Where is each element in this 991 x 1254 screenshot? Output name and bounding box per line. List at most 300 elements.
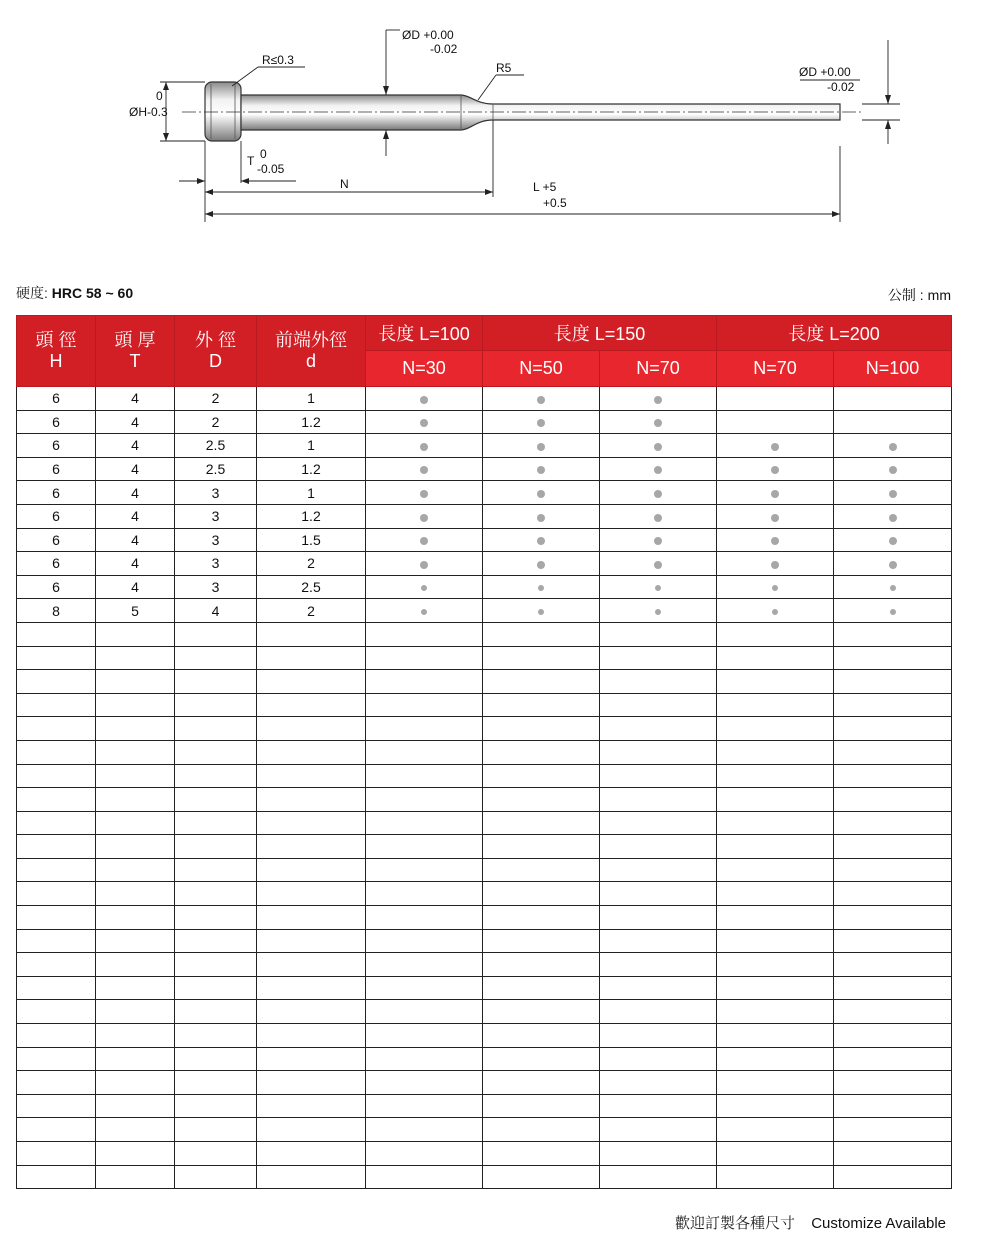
empty-cell: [600, 811, 717, 835]
empty-cell: [483, 906, 600, 930]
table-row-empty: [17, 882, 952, 906]
empty-cell: [366, 811, 483, 835]
head-thick-label: T: [247, 154, 255, 168]
empty-cell: [17, 1047, 96, 1071]
availability-cell: [717, 457, 834, 481]
empty-cell: [366, 1047, 483, 1071]
empty-cell: [175, 882, 257, 906]
table-row: [17, 599, 952, 623]
availability-cell: [600, 434, 717, 458]
table-row-empty: [17, 906, 952, 930]
availability-cell: [600, 410, 717, 434]
unit: [888, 285, 951, 305]
cell-d: 2.5: [175, 434, 257, 458]
availability-cell: [600, 599, 717, 623]
availability-dot: [420, 514, 428, 522]
header-head-thickness: 頭 厚 T: [96, 316, 175, 387]
availability-dot: [654, 443, 662, 451]
header-outer-dia: 外 徑 D: [175, 316, 257, 387]
table-row-empty: [17, 835, 952, 859]
header-n30: N=30: [366, 351, 483, 387]
cell-h: 6: [17, 481, 96, 505]
empty-cell: [175, 835, 257, 859]
empty-cell: [17, 1094, 96, 1118]
empty-cell: [366, 906, 483, 930]
empty-cell: [717, 976, 834, 1000]
empty-cell: [17, 1071, 96, 1095]
empty-cell: [175, 1000, 257, 1024]
availability-cell: [366, 599, 483, 623]
cell-d: 2.5: [175, 457, 257, 481]
empty-cell: [175, 670, 257, 694]
empty-cell: [96, 670, 175, 694]
spec-table: [16, 315, 952, 1189]
dia-d-label: ØD +0.00: [799, 65, 851, 79]
availability-cell: [366, 528, 483, 552]
empty-cell: [257, 835, 366, 859]
availability-cell: [366, 504, 483, 528]
availability-cell: [834, 552, 952, 576]
table-row-empty: [17, 1142, 952, 1166]
empty-cell: [17, 1118, 96, 1142]
empty-cell: [257, 788, 366, 812]
availability-cell: [834, 575, 952, 599]
spec-table-body: [17, 387, 952, 1189]
availability-dot: [889, 443, 897, 451]
empty-cell: [175, 1047, 257, 1071]
availability-dot: [537, 466, 545, 474]
empty-cell: [600, 882, 717, 906]
cell-d: 2: [175, 410, 257, 434]
availability-dot: [420, 466, 428, 474]
header-length-100: 長度 L=100: [366, 316, 483, 351]
table-row-empty: [17, 670, 952, 694]
empty-cell: [834, 882, 952, 906]
empty-cell: [17, 882, 96, 906]
availability-dot: [420, 537, 428, 545]
empty-cell: [600, 1165, 717, 1189]
availability-dot: [654, 396, 662, 404]
empty-cell: [96, 1000, 175, 1024]
empty-cell: [257, 670, 366, 694]
table-row: [17, 575, 952, 599]
empty-cell: [17, 835, 96, 859]
cell-d: 1.2: [257, 504, 366, 528]
empty-cell: [600, 1118, 717, 1142]
empty-cell: [175, 906, 257, 930]
cell-t: 4: [96, 410, 175, 434]
availability-cell: [717, 552, 834, 576]
empty-cell: [834, 764, 952, 788]
empty-cell: [483, 670, 600, 694]
availability-cell: [483, 528, 600, 552]
empty-cell: [483, 882, 600, 906]
empty-cell: [96, 1118, 175, 1142]
hardness: [16, 283, 133, 303]
table-row-empty: [17, 858, 952, 882]
empty-cell: [717, 835, 834, 859]
empty-cell: [717, 811, 834, 835]
cell-h: 6: [17, 387, 96, 411]
empty-cell: [17, 1165, 96, 1189]
empty-cell: [17, 670, 96, 694]
hardness-value: HRC 58 ~ 60: [51, 285, 134, 301]
unit-label: 公制 :: [887, 287, 924, 303]
table-row: [17, 434, 952, 458]
availability-dot: [771, 443, 779, 451]
footer-english: Customize Available: [811, 1215, 946, 1232]
empty-cell: [483, 788, 600, 812]
empty-cell: [175, 1094, 257, 1118]
empty-cell: [257, 646, 366, 670]
availability-cell: [600, 481, 717, 505]
empty-cell: [834, 693, 952, 717]
empty-cell: [96, 788, 175, 812]
empty-cell: [834, 1094, 952, 1118]
availability-cell: [717, 410, 834, 434]
empty-cell: [483, 646, 600, 670]
table-row-empty: [17, 646, 952, 670]
head-radius-label: R≤0.3: [262, 53, 294, 67]
empty-cell: [600, 764, 717, 788]
empty-cell: [96, 929, 175, 953]
cell-d: 2.5: [257, 575, 366, 599]
cell-d: 1: [257, 387, 366, 411]
cell-d: 1.2: [257, 457, 366, 481]
empty-cell: [17, 953, 96, 977]
empty-cell: [717, 764, 834, 788]
empty-cell: [366, 1165, 483, 1189]
header-n70-b: N=70: [717, 351, 834, 387]
availability-dot: [538, 609, 544, 615]
table-row-empty: [17, 1000, 952, 1024]
empty-cell: [257, 858, 366, 882]
empty-cell: [483, 1024, 600, 1048]
empty-cell: [834, 976, 952, 1000]
cell-t: 4: [96, 528, 175, 552]
empty-cell: [600, 906, 717, 930]
empty-cell: [600, 622, 717, 646]
cell-t: 4: [96, 504, 175, 528]
empty-cell: [175, 622, 257, 646]
empty-cell: [483, 740, 600, 764]
availability-cell: [483, 457, 600, 481]
cell-d: 3: [175, 528, 257, 552]
empty-cell: [96, 646, 175, 670]
availability-dot: [421, 609, 427, 615]
table-row-empty: [17, 1094, 952, 1118]
cell-d: 3: [175, 504, 257, 528]
availability-dot: [771, 466, 779, 474]
empty-cell: [96, 1071, 175, 1095]
cell-d: 3: [175, 552, 257, 576]
empty-cell: [483, 622, 600, 646]
empty-cell: [483, 835, 600, 859]
table-row: [17, 528, 952, 552]
availability-dot: [654, 466, 662, 474]
empty-cell: [96, 1165, 175, 1189]
cell-t: 5: [96, 599, 175, 623]
empty-cell: [366, 1024, 483, 1048]
empty-cell: [717, 717, 834, 741]
empty-cell: [600, 1047, 717, 1071]
empty-cell: [96, 764, 175, 788]
empty-cell: [483, 811, 600, 835]
availability-dot: [420, 443, 428, 451]
empty-cell: [175, 1142, 257, 1166]
availability-dot: [889, 514, 897, 522]
empty-cell: [600, 693, 717, 717]
empty-cell: [483, 1071, 600, 1095]
availability-cell: [717, 528, 834, 552]
table-row-empty: [17, 929, 952, 953]
empty-cell: [483, 1165, 600, 1189]
availability-dot: [771, 537, 779, 545]
empty-cell: [366, 764, 483, 788]
header-length-200: 長度 L=200: [717, 316, 952, 351]
hardness-label: 硬度:: [16, 285, 48, 301]
availability-cell: [483, 387, 600, 411]
cell-t: 4: [96, 481, 175, 505]
empty-cell: [366, 835, 483, 859]
table-row-empty: [17, 976, 952, 1000]
total-length-tolerance: +0.5: [543, 196, 567, 210]
empty-cell: [175, 693, 257, 717]
empty-cell: [175, 1118, 257, 1142]
pin-body: [182, 82, 862, 141]
head-thick-upper: 0: [260, 147, 267, 161]
empty-cell: [175, 1071, 257, 1095]
empty-cell: [717, 1024, 834, 1048]
empty-cell: [175, 788, 257, 812]
availability-cell: [600, 457, 717, 481]
empty-cell: [257, 882, 366, 906]
footer-chinese: 歡迎訂製各種尺寸: [675, 1215, 796, 1232]
empty-cell: [717, 1071, 834, 1095]
empty-cell: [834, 1071, 952, 1095]
empty-cell: [257, 1047, 366, 1071]
empty-cell: [717, 858, 834, 882]
cell-h: 6: [17, 552, 96, 576]
cell-h: 6: [17, 528, 96, 552]
availability-dot: [537, 514, 545, 522]
empty-cell: [17, 740, 96, 764]
availability-dot: [654, 514, 662, 522]
availability-cell: [483, 410, 600, 434]
empty-cell: [257, 693, 366, 717]
availability-cell: [834, 410, 952, 434]
empty-cell: [600, 929, 717, 953]
availability-dot: [889, 490, 897, 498]
availability-dot: [420, 419, 428, 427]
empty-cell: [175, 953, 257, 977]
availability-dot: [420, 396, 428, 404]
availability-dot: [890, 609, 896, 615]
availability-cell: [483, 434, 600, 458]
empty-cell: [834, 670, 952, 694]
empty-cell: [717, 1142, 834, 1166]
empty-cell: [17, 858, 96, 882]
dia-d-tolerance: -0.02: [827, 80, 855, 94]
availability-cell: [366, 410, 483, 434]
empty-cell: [257, 1024, 366, 1048]
table-row: [17, 387, 952, 411]
cell-d: 3: [175, 481, 257, 505]
availability-dot: [655, 609, 661, 615]
empty-cell: [366, 1142, 483, 1166]
header-n100: N=100: [834, 351, 952, 387]
empty-cell: [834, 1024, 952, 1048]
empty-cell: [257, 1000, 366, 1024]
availability-cell: [717, 387, 834, 411]
dia-D-label: ØD +0.00: [402, 28, 454, 42]
empty-cell: [17, 976, 96, 1000]
empty-cell: [175, 858, 257, 882]
empty-cell: [366, 976, 483, 1000]
empty-cell: [366, 953, 483, 977]
availability-cell: [717, 434, 834, 458]
empty-cell: [17, 811, 96, 835]
empty-cell: [175, 717, 257, 741]
spec-bar: [16, 283, 951, 303]
availability-cell: [834, 457, 952, 481]
availability-cell: [717, 504, 834, 528]
table-row-empty: [17, 717, 952, 741]
empty-cell: [257, 1071, 366, 1095]
availability-dot: [890, 585, 896, 591]
availability-dot: [771, 490, 779, 498]
empty-cell: [600, 953, 717, 977]
cell-d: 1.5: [257, 528, 366, 552]
table-row-empty: [17, 1118, 952, 1142]
empty-cell: [834, 1118, 952, 1142]
empty-cell: [717, 929, 834, 953]
availability-cell: [483, 575, 600, 599]
cell-d: 2: [257, 552, 366, 576]
empty-cell: [834, 740, 952, 764]
empty-cell: [366, 740, 483, 764]
empty-cell: [96, 882, 175, 906]
empty-cell: [96, 976, 175, 1000]
empty-cell: [600, 788, 717, 812]
availability-dot: [889, 466, 897, 474]
availability-dot: [537, 490, 545, 498]
cell-d: 3: [175, 575, 257, 599]
availability-cell: [600, 504, 717, 528]
table-row-empty: [17, 764, 952, 788]
availability-dot: [772, 585, 778, 591]
empty-cell: [600, 1142, 717, 1166]
table-row-empty: [17, 622, 952, 646]
empty-cell: [257, 764, 366, 788]
empty-cell: [483, 1118, 600, 1142]
availability-dot: [654, 490, 662, 498]
empty-cell: [96, 953, 175, 977]
empty-cell: [96, 693, 175, 717]
empty-cell: [366, 646, 483, 670]
cell-d: 1.2: [257, 410, 366, 434]
empty-cell: [257, 717, 366, 741]
empty-cell: [483, 1094, 600, 1118]
empty-cell: [17, 646, 96, 670]
empty-cell: [96, 1142, 175, 1166]
empty-cell: [834, 858, 952, 882]
empty-cell: [96, 835, 175, 859]
availability-cell: [366, 387, 483, 411]
empty-cell: [483, 1047, 600, 1071]
empty-cell: [483, 976, 600, 1000]
empty-cell: [257, 976, 366, 1000]
availability-cell: [366, 434, 483, 458]
cell-d: 2: [257, 599, 366, 623]
empty-cell: [366, 882, 483, 906]
availability-cell: [834, 528, 952, 552]
header-n50: N=50: [483, 351, 600, 387]
availability-cell: [483, 552, 600, 576]
empty-cell: [717, 693, 834, 717]
empty-cell: [17, 693, 96, 717]
empty-cell: [175, 646, 257, 670]
availability-dot: [771, 561, 779, 569]
empty-cell: [483, 858, 600, 882]
cell-t: 4: [96, 552, 175, 576]
table-row-empty: [17, 1024, 952, 1048]
empty-cell: [717, 622, 834, 646]
empty-cell: [366, 929, 483, 953]
availability-cell: [834, 387, 952, 411]
cell-d: 2: [175, 387, 257, 411]
availability-cell: [366, 552, 483, 576]
empty-cell: [17, 1142, 96, 1166]
table-row-empty: [17, 953, 952, 977]
availability-dot: [771, 514, 779, 522]
empty-cell: [834, 646, 952, 670]
table-row-empty: [17, 693, 952, 717]
table-row-empty: [17, 1165, 952, 1189]
empty-cell: [96, 811, 175, 835]
cell-t: 4: [96, 575, 175, 599]
shoulder-length-label: N: [340, 177, 349, 191]
availability-dot: [655, 585, 661, 591]
empty-cell: [175, 929, 257, 953]
empty-cell: [17, 622, 96, 646]
empty-cell: [96, 622, 175, 646]
availability-dot: [420, 490, 428, 498]
empty-cell: [600, 1094, 717, 1118]
empty-cell: [600, 1071, 717, 1095]
empty-cell: [366, 1118, 483, 1142]
availability-cell: [366, 457, 483, 481]
empty-cell: [366, 693, 483, 717]
availability-dot: [538, 585, 544, 591]
empty-cell: [600, 717, 717, 741]
availability-cell: [600, 387, 717, 411]
empty-cell: [483, 929, 600, 953]
footer: [675, 1212, 946, 1233]
empty-cell: [17, 1000, 96, 1024]
empty-cell: [175, 976, 257, 1000]
empty-cell: [96, 717, 175, 741]
empty-cell: [600, 646, 717, 670]
availability-dot: [537, 537, 545, 545]
empty-cell: [257, 740, 366, 764]
empty-cell: [717, 1165, 834, 1189]
empty-cell: [834, 788, 952, 812]
header-tip-dia: 前端外徑 d: [257, 316, 366, 387]
availability-cell: [717, 575, 834, 599]
availability-dot: [537, 443, 545, 451]
availability-cell: [834, 599, 952, 623]
